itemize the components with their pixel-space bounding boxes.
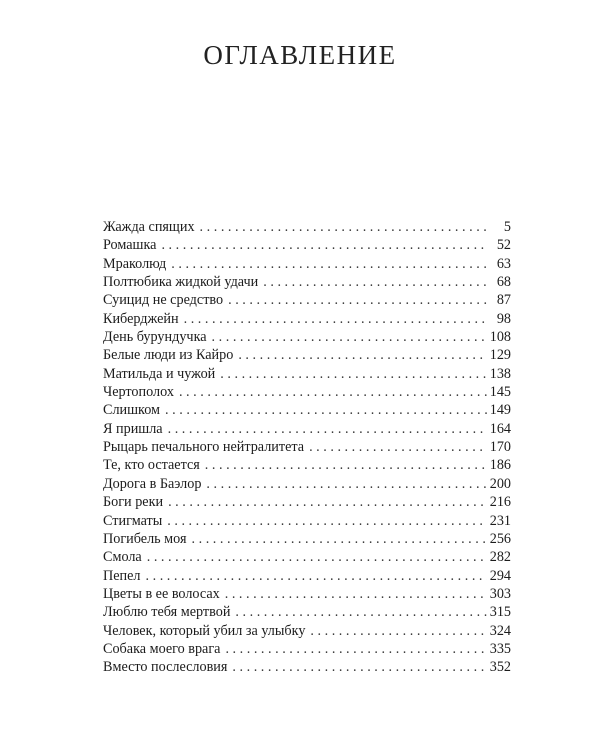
dot-leader [200,218,487,236]
dot-leader [228,291,487,309]
dot-leader [161,236,487,254]
toc-entry-title: Пепел [103,567,141,584]
page-title: ОГЛАВЛЕНИЕ [203,40,397,70]
dot-leader [225,585,487,603]
toc-entry-page-number: 216 [489,494,511,511]
toc-entry [103,530,511,548]
dot-leader [238,346,487,364]
toc-entry [103,310,511,328]
toc-entry [103,456,511,474]
dot-leader [179,383,487,401]
toc-entry-page-number: 200 [489,475,511,492]
toc-entry-page-number: 335 [489,640,511,657]
toc-entry-page-number: 352 [489,659,511,676]
toc-entry-page-number: 129 [489,347,511,364]
toc-entry-title: Люблю тебя мертвой [103,604,231,621]
toc-entry-page-number: 98 [496,310,511,327]
toc-entry-title: День бурундучка [103,329,207,346]
dot-leader [206,475,487,493]
toc-entry-page-number: 282 [489,549,511,566]
toc-entry [103,346,511,364]
toc-entry-page-number: 303 [489,585,511,602]
toc-entry-page-number: 324 [489,622,511,639]
toc-entry [103,493,511,511]
toc-entry-title: Суицид не средство [103,292,224,309]
dot-leader [167,512,487,530]
toc-entry-title: Белые люди из Кайро [103,347,234,364]
toc-entry [103,365,511,383]
toc-entry-page-number: 63 [496,255,511,272]
toc-entry [103,401,511,419]
table-of-contents [103,218,511,677]
dot-leader [168,420,487,438]
toc-entry-page-number: 138 [489,365,511,382]
toc-entry-title: Полтюбика жидкой удачи [103,274,259,291]
toc-entry [103,512,511,530]
dot-leader [263,273,487,291]
toc-entry-page-number: 52 [496,237,511,254]
dot-leader [225,640,487,658]
toc-entry-title: Я пришла [103,420,163,437]
toc-entry-page-number: 68 [496,274,511,291]
toc-entry [103,218,511,236]
toc-entry-page-number: 231 [489,512,511,529]
dot-leader [212,328,487,346]
toc-entry-page-number: 256 [489,530,511,547]
dot-leader [232,658,487,676]
dot-leader [171,255,487,273]
toc-entry-title: Боги реки [103,494,164,511]
toc-entry-title: Те, кто остается [103,457,200,474]
toc-entry [103,420,511,438]
toc-entry-title: Матильда и чужой [103,365,216,382]
toc-entry-page-number: 145 [489,384,511,401]
toc-entry-title: Чертополох [103,384,174,401]
dot-leader [146,567,487,585]
toc-entry [103,291,511,309]
toc-entry-title: Мраколюд [103,255,167,272]
toc-entry-title: Стигматы [103,512,163,529]
toc-entry-page-number: 186 [489,457,511,474]
toc-entry [103,236,511,254]
toc-entry-title: Дорога в Баэлор [103,475,202,492]
toc-entry [103,640,511,658]
dot-leader [192,530,487,548]
toc-entry [103,475,511,493]
toc-entry-title: Рыцарь печального нейтралитета [103,439,305,456]
toc-entry [103,438,511,456]
toc-entry-title: Человек, который убил за улыбку [103,622,306,639]
toc-entry [103,622,511,640]
toc-entry-page-number: 108 [489,329,511,346]
toc-entry [103,383,511,401]
dot-leader [165,401,487,419]
toc-entry [103,567,511,585]
toc-entry [103,273,511,291]
toc-entry-page-number: 87 [496,292,511,309]
toc-entry-title: Собака моего врага [103,640,221,657]
toc-entry-title: Ромашка [103,237,157,254]
toc-entry-title: Погибель моя [103,530,187,547]
toc-entry [103,328,511,346]
toc-entry [103,658,511,676]
dot-leader [184,310,487,328]
toc-entry-title: Смола [103,549,142,566]
dot-leader [168,493,487,511]
toc-entry-title: Жажда спящих [103,219,195,235]
toc-entry-page-number: 149 [489,402,511,419]
toc-entry-title: Вместо послесловия [103,659,228,676]
toc-entry [103,548,511,566]
toc-entry-title: Слишком [103,402,161,419]
dot-leader [205,456,487,474]
toc-entry [103,585,511,603]
dot-leader [309,438,487,456]
dot-leader [147,548,487,566]
toc-entry-page-number: 315 [489,604,511,621]
toc-entry-page-number: 5 [503,219,511,235]
dot-leader [310,622,487,640]
toc-entry-title: Киберджейн [103,310,179,327]
dot-leader [220,365,487,383]
toc-entry-page-number: 164 [489,420,511,437]
toc-entry [103,603,511,621]
toc-entry-title: Цветы в ее волосах [103,585,220,602]
toc-entry-page-number: 170 [489,439,511,456]
toc-entry [103,255,511,273]
toc-entry-page-number: 294 [489,567,511,584]
dot-leader [235,603,487,621]
